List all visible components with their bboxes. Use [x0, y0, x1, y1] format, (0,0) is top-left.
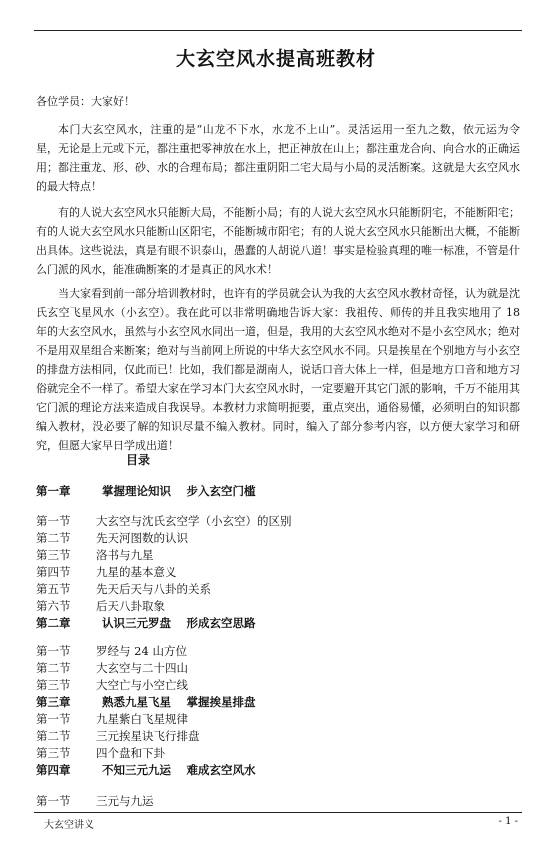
- toc-text: 四个盘和下卦: [96, 746, 165, 760]
- toc-section: [36, 547, 154, 564]
- toc-section: [36, 643, 187, 660]
- toc-number: 第一节: [36, 712, 71, 726]
- toc-number: 第二节: [36, 661, 71, 675]
- toc-number: 第二节: [36, 729, 71, 743]
- toc-section: [36, 660, 188, 677]
- toc-text: 罗经与 24 山方位: [96, 644, 187, 658]
- toc-section: [36, 581, 211, 598]
- toc-section: [36, 711, 188, 728]
- greeting: 各位学员：大家好！: [36, 95, 135, 108]
- toc-text: 大玄空与二十四山: [96, 661, 188, 675]
- toc-text: 熟悉九星飞星 掌握挨星排盘: [102, 695, 256, 709]
- toc-text: 九星紫白飞星规律: [96, 712, 188, 726]
- toc-text: 认识三元罗盘 形成玄空思路: [102, 616, 256, 630]
- toc-chapter: [36, 615, 256, 632]
- toc-text: 掌握理论知识 步入玄空门槛: [102, 484, 256, 498]
- paragraph-text: 当大家看到前一部分培训教材时，也许有的学员就会认为我的大玄空风水教材奇怪，认为就是沈氏玄空飞星风水（小玄空）。我在此可以非常明确地告诉大家：我祖传、师传的并且我实地用了 18 年的大玄空风水，虽然与小玄空风水同出一道，但是，我用的大玄空风水绝对不是小玄空风水；绝对不是用双星组合来断案；绝对与当前网上所说的中华大玄空风水不同。只是挨星在个别地方与小玄空的排盘方法相同，仅此而已！比如，我们都是湖南人，说话口音大体上一样，但是地方口音和地方习俗就完全不一样了。希望大家在学习本门大玄空风水时，一定要避开其它门派的影响，千万不能用其它门派的理论方法来造成自我误导。本教材力求简明扼要，重点突出，通俗易懂，必须明白的知识都编入教材，没必要了解的知识尽量不编入教材。同时，编入了部分参考内容，以方便大家学习和研究，但愿大家早日学成出道！: [36, 287, 520, 452]
- toc-text: 大空亡与小空亡线: [96, 678, 188, 692]
- toc-text: 大玄空与沈氏玄空学（小玄空）的区别: [96, 514, 292, 528]
- paragraph-2: [36, 203, 520, 279]
- document-title: 大玄空风水提高班教材: [175, 48, 376, 70]
- toc-number: 第二章: [36, 616, 71, 630]
- toc-section: [36, 513, 292, 530]
- toc-chapter: [36, 694, 256, 711]
- page-number: - 1 -: [498, 816, 518, 827]
- toc-number: 第一节: [36, 794, 71, 808]
- header-rule: [34, 30, 522, 31]
- toc-text: 洛书与九星: [96, 548, 154, 562]
- toc-number: 第六节: [36, 599, 71, 613]
- toc-section: [36, 793, 154, 810]
- toc-text: 先天河图数的认识: [96, 531, 188, 545]
- toc-section: [36, 598, 165, 615]
- toc-number: 第一节: [36, 644, 71, 658]
- toc-number: 第三章: [36, 695, 71, 709]
- paragraph-text: 有的人说大玄空风水只能断大局，不能断小局；有的人说大玄空风水只能断阴宅，不能断阳宅；有的人说大玄空风水只能断山区阳宅，不能断城市阳宅；有的人说大玄空风水只能断出大概，不能断出具体。这些说法，真是有眼不识泰山，愚蠢的人胡说八道！事实是检验真理的唯一标准，不管是什么门派的风水，能准确断案的才是真正的风水术！: [36, 206, 520, 276]
- toc-text: 三元挨星诀飞行排盘: [96, 729, 200, 743]
- toc-text: 后天八卦取象: [96, 599, 165, 613]
- toc-text: 九星的基本意义: [96, 565, 177, 579]
- toc-number: 第三节: [36, 548, 71, 562]
- toc-number: 第四节: [36, 565, 71, 579]
- toc-section: [36, 745, 165, 762]
- toc-number: 第三节: [36, 746, 71, 760]
- toc-number: 第二节: [36, 531, 71, 545]
- toc-number: 第四章: [36, 763, 71, 777]
- footer-rule: [34, 812, 522, 813]
- paragraph-1: [36, 120, 520, 196]
- toc-text: 不知三元九运 难成玄空风水: [102, 763, 256, 777]
- toc-chapter: [36, 483, 256, 500]
- paragraph-3: [36, 284, 520, 455]
- toc-section: [36, 530, 188, 547]
- toc-chapter: [36, 762, 256, 779]
- paragraph-text: 本门大玄空风水，注重的是“山龙不下水，水龙不上山”。灵活运用一至九之数，依元运为令星，无论是上元或下元，都注重把零神放在水上，把正神放在山上；都注重龙合向、向合水的正确运用；都注重龙、形、砂、水的合理布局；都注重阴阳二宅大局与小局的灵活断案。这就是大玄空风水的最大特点！: [36, 123, 520, 193]
- toc-text: 三元与九运: [96, 794, 154, 808]
- toc-title: 目录: [126, 453, 151, 467]
- toc-number: 第三节: [36, 678, 71, 692]
- toc-number: 第五节: [36, 582, 71, 596]
- toc-number: 第一章: [36, 484, 71, 498]
- toc-number: 第一节: [36, 514, 71, 528]
- toc-text: 先天后天与八卦的关系: [96, 582, 211, 596]
- toc-section: [36, 677, 188, 694]
- footer-left: 大玄空讲义: [44, 820, 94, 831]
- toc-section: [36, 564, 177, 581]
- toc-section: [36, 728, 200, 745]
